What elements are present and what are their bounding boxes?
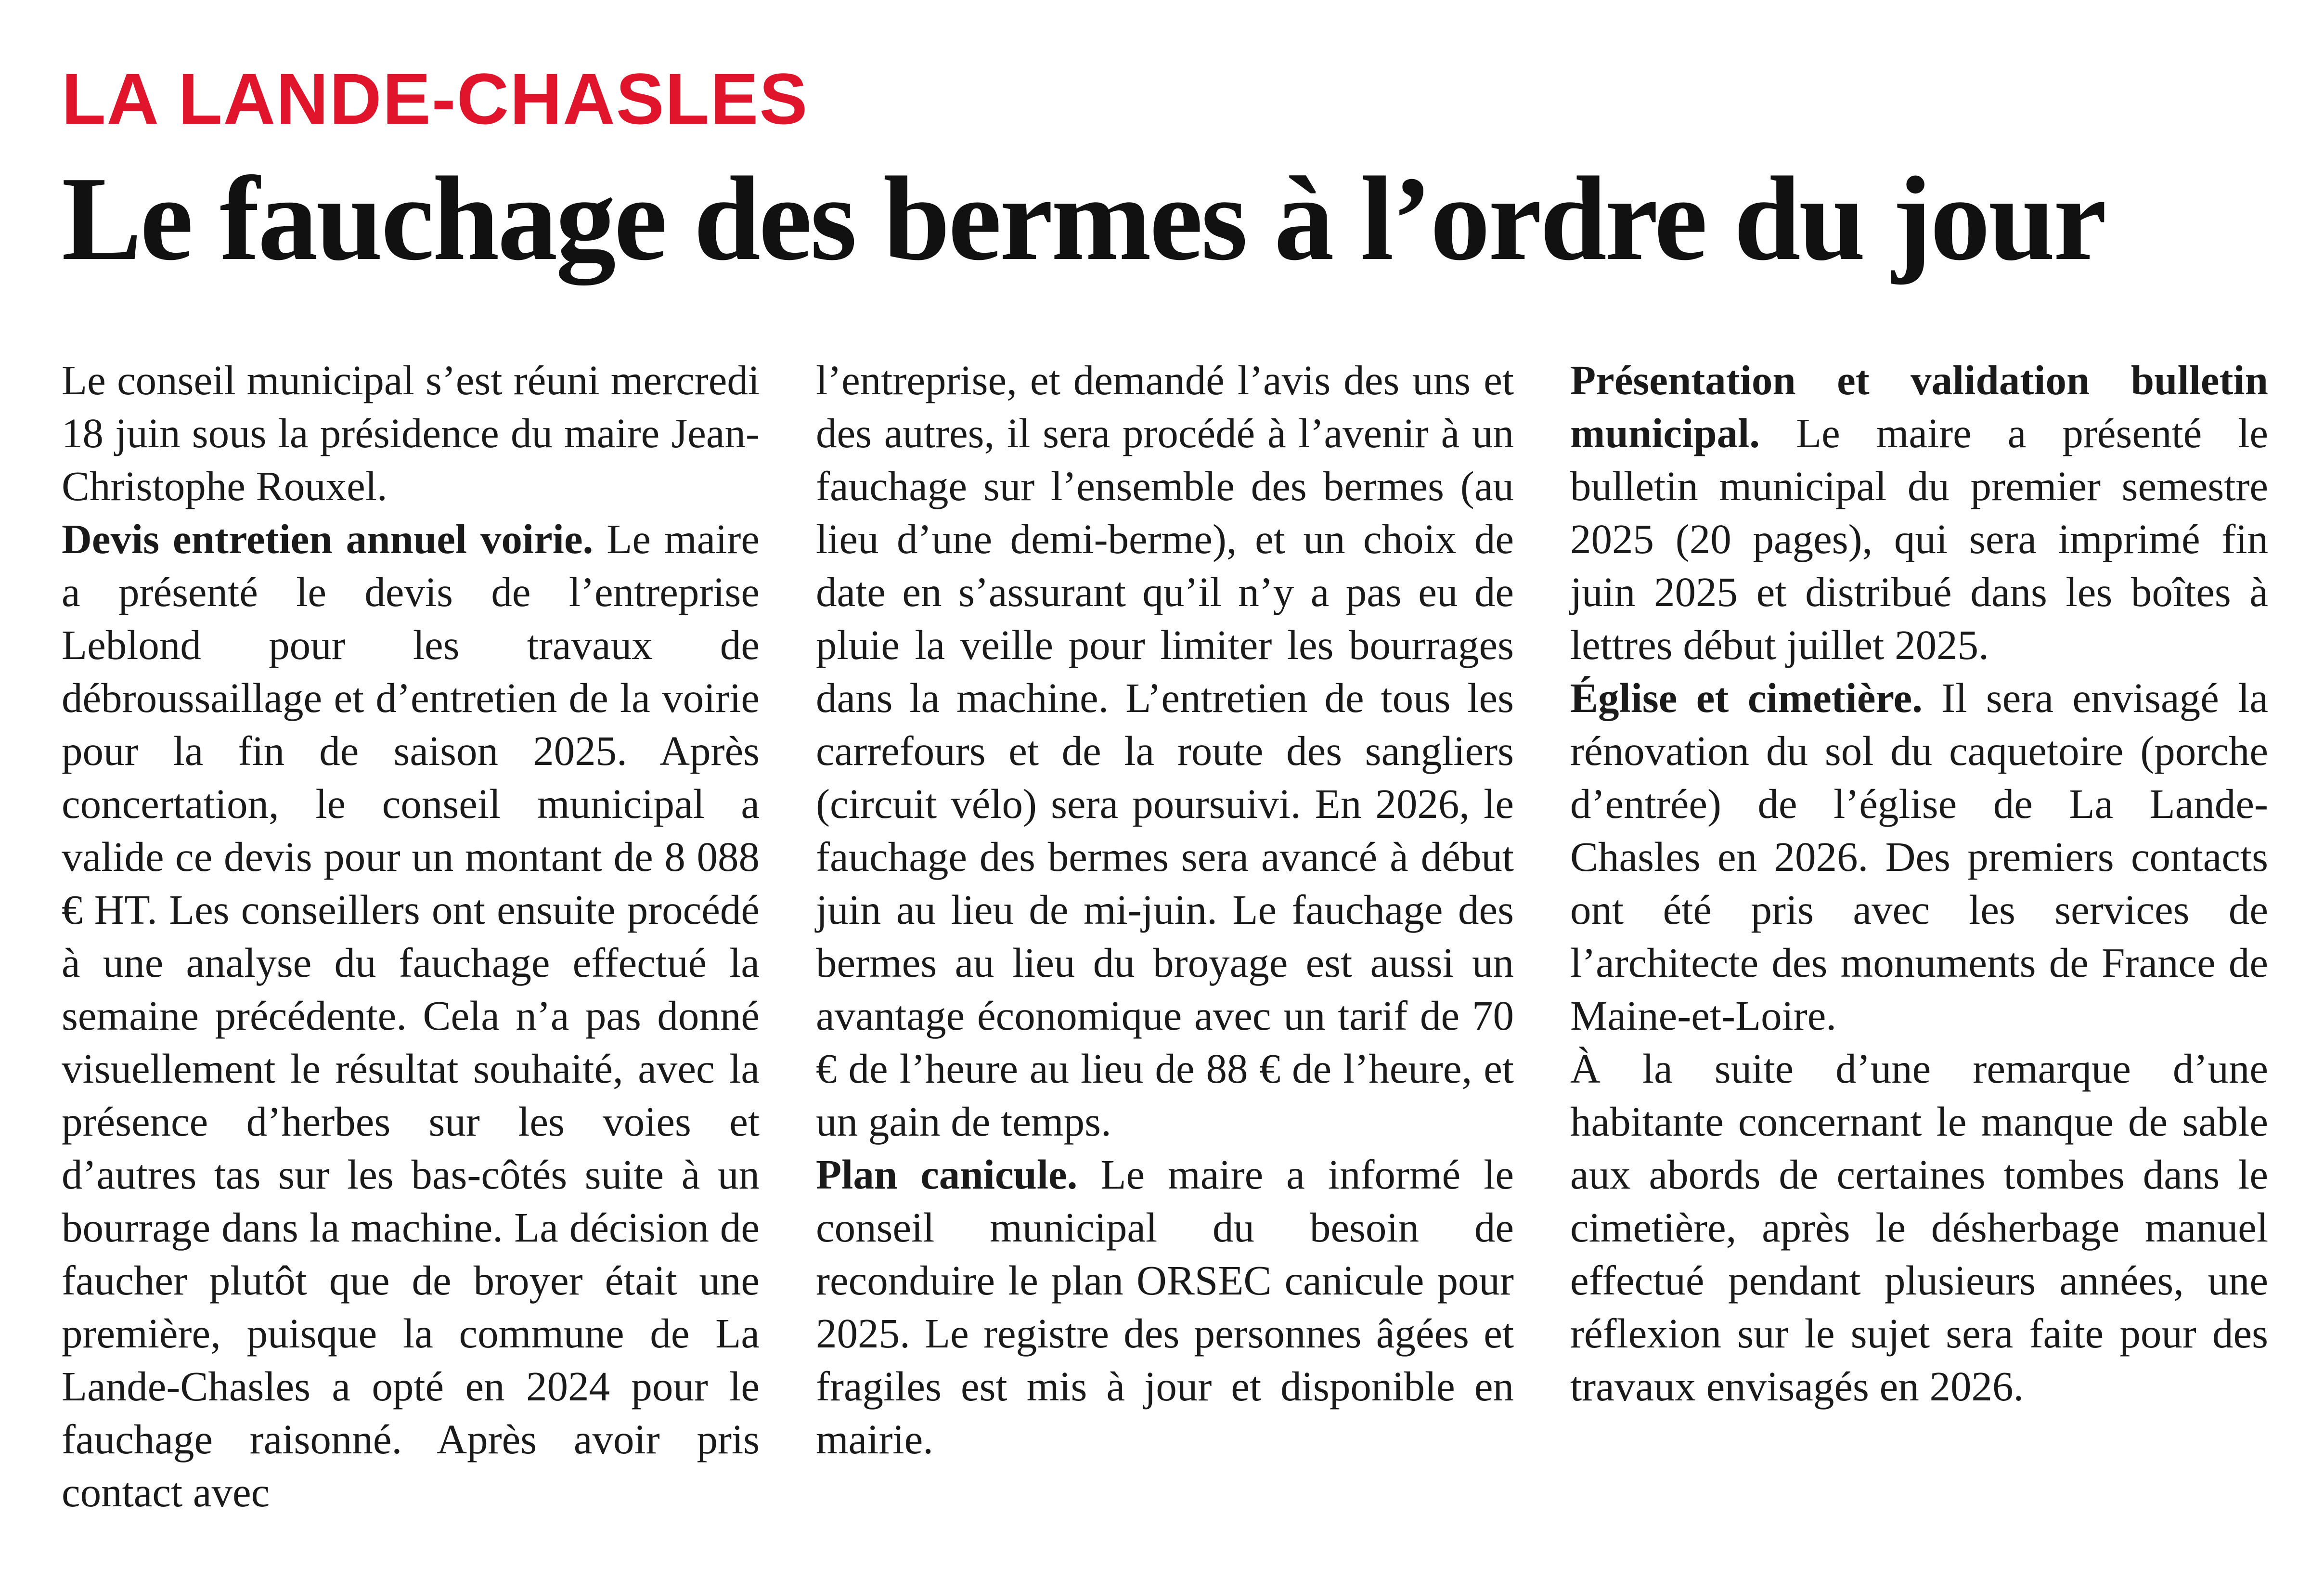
devis-paragraph [62,513,760,1519]
bulletin-heading: Présentation et validation bulletin municipal. [1570,357,2268,456]
canicule-heading: Plan canicule. [816,1151,1078,1198]
sable-paragraph [1570,1042,2268,1413]
locality-kicker: LA LANDE-CHASLES [62,58,809,139]
canicule-paragraph [816,1148,1514,1466]
article-column-3 [1570,354,2268,1413]
continuation-paragraph [816,354,1514,1148]
bulletin-text: Le maire a présenté le bulletin municipal du premier semestre 2025 (20 pages), qui sera imprimé fin juin 2025 et distribué dans les boîtes à lettres début juillet 2025. [1570,410,2268,668]
bulletin-paragraph [1570,354,2268,672]
devis-heading: Devis entretien annuel voirie. [62,516,594,562]
intro-paragraph [62,354,760,513]
article-column-2 [816,354,1514,1466]
sable-text: À la suite d’une remarque d’une habitante concernant le manque de sable aux abords de certaines tombes dans le cimetière, après le désherbage manuel effectué pendant plusieurs années, une réflexion sur le sujet sera faite pour des travaux envisagés en 2026. [1570,1045,2268,1410]
eglise-text: Il sera envisagé la rénovation du sol du caquetoire (porche d’entrée) de l’église de La Lande-Chasles en 2026. Des premiers contacts ont été pris avec les services de l’architecte des monuments de France de Maine-et-Loire. [1570,674,2268,1039]
eglise-heading: Église et cimetière. [1570,674,1923,721]
continuation-text: l’entreprise, et demandé l’avis des uns et des autres, il sera procédé à l’avenir à un fauchage sur l’ensemble des bermes (au lieu d’une demi-berme), et un choix de date en s’assurant qu’il n’y a pas eu de pluie la veille pour limiter les bourrages dans la machine. L’entretien de tous les carrefours et de la route des sangliers (circuit vélo) sera poursuivi. En 2026, le fauchage des bermes sera avancé à début juin au lieu de mi-juin. Le fauchage des bermes au lieu du broyage est aussi un avantage économique avec un tarif de 70 € de l’heure au lieu de 88 € de l’heure, et un gain de temps. [816,357,1514,1145]
devis-text: Le maire a présenté le devis de l’entreprise Leblond pour les travaux de débroussaillage et d’entretien de la voirie pour la fin de saison 2025. Après concertation, le conseil municipal a valide ce devis pour un montant de 8 088 € HT. Les conseillers ont ensuite procédé à une analyse du fauchage effectué la semaine précédente. Cela n’a pas donné visuellement le résultat souhaité, avec la présence d’herbes sur les voies et d’autres tas sur les bas-côtés suite à un bourrage dans la machine. La décision de faucher plutôt que de broyer était une première, puisque la commune de La Lande-Chasles a opté en 2024 pour le fauchage raisonné. Après avoir pris contact avec [62,516,760,1515]
eglise-paragraph [1570,672,2268,1042]
canicule-text: Le maire a informé le conseil municipal du besoin de reconduire le plan ORSEC canicule pour 2025. Le registre des personnes âgées et fragiles est mis à jour et disponible en mairie. [816,1151,1514,1463]
article-headline: Le fauchage des bermes à l’ordre du jour [62,152,2105,285]
intro-text: Le conseil municipal s’est réuni mercredi 18 juin sous la présidence du maire Jean-Christophe Rouxel. [62,357,760,509]
article-column-1 [62,354,760,1519]
